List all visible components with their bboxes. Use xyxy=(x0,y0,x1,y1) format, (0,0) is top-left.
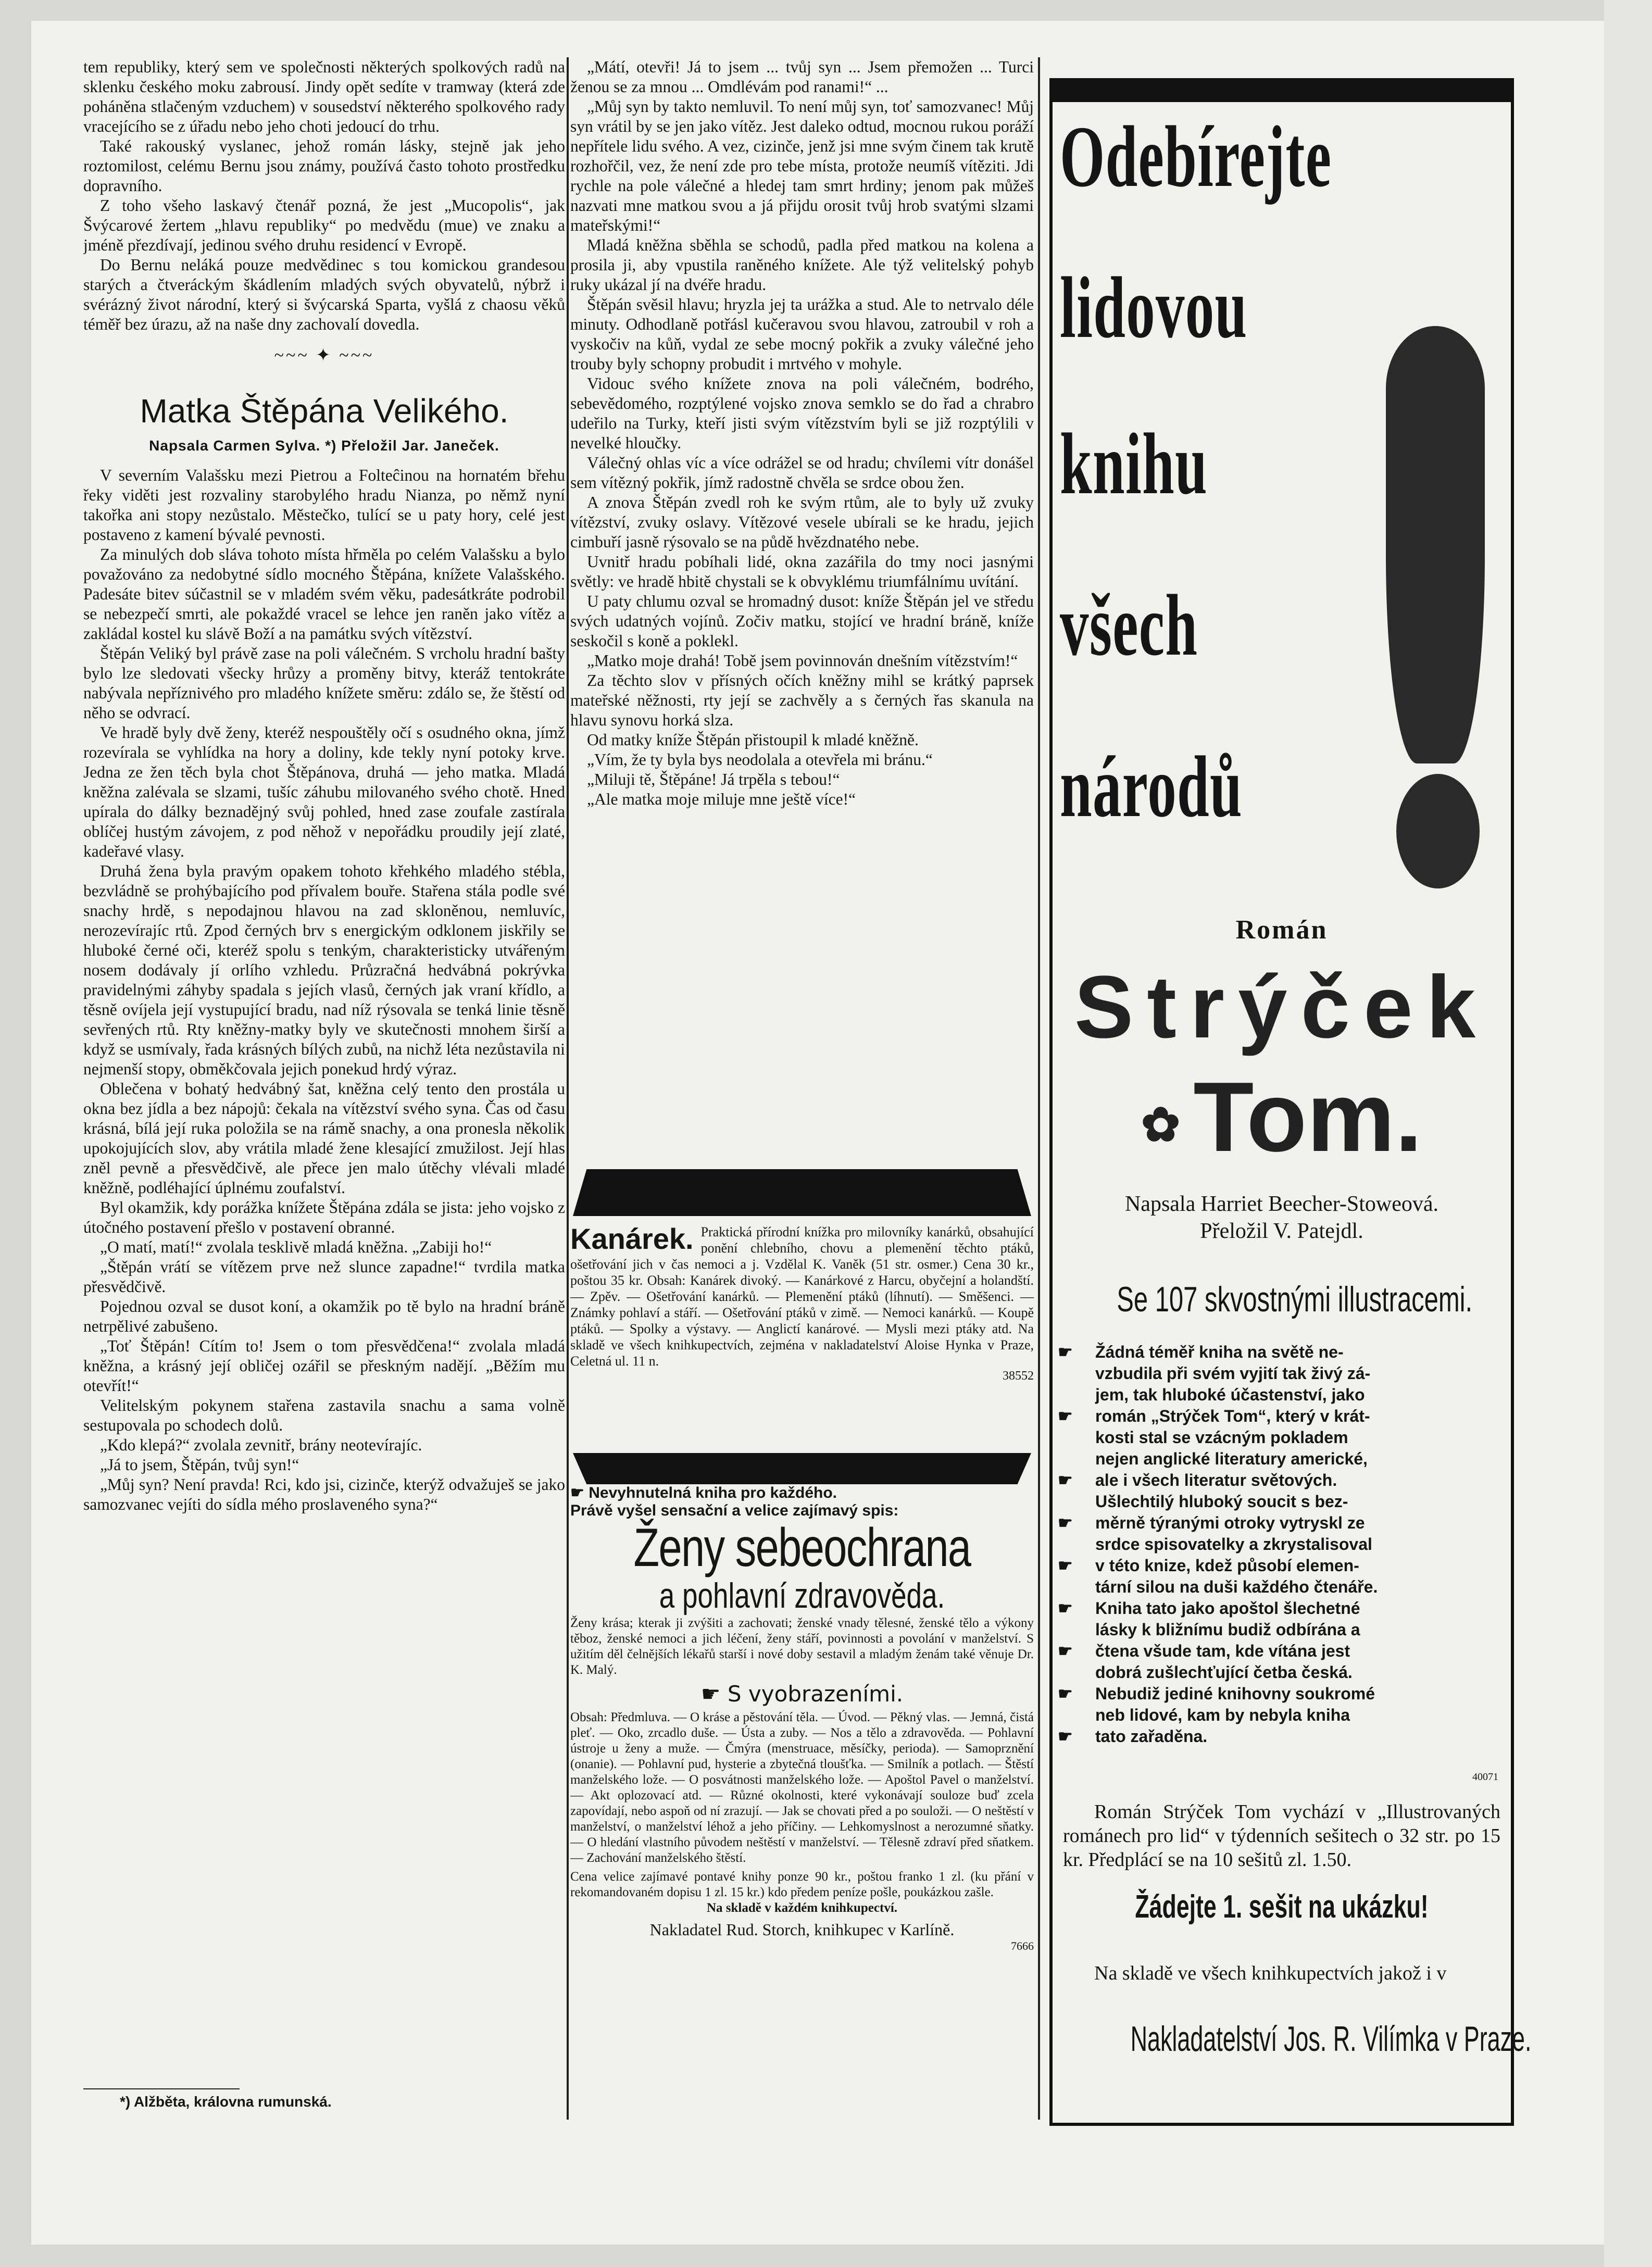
ad-praise-line xyxy=(1058,1576,1506,1598)
ad-praise-text-line: vzbudila při svém vyjití tak živý zá- xyxy=(1095,1364,1371,1383)
ad-black-band xyxy=(573,1169,1031,1216)
kanarek-order-number: 38552 xyxy=(1003,1369,1034,1383)
ad-praise-text-line: ale i všech literatur světových. xyxy=(1095,1471,1337,1489)
column-rule xyxy=(1038,57,1040,2120)
pointing-hand-icon xyxy=(1058,1619,1090,1640)
story-paragraph: „Matko moje drahá! Tobě jsem povinnován dnešním vítězstvím!“ xyxy=(587,652,1018,670)
zeny-order-number: 7666 xyxy=(1011,1939,1034,1952)
ad-praise-text-line: neb lidové, kam by nebyla kniha xyxy=(1095,1706,1350,1724)
story-paragraph: V severním Valašsku mezi Pietrou a Folteĉinou na hornatém břehu řeky viděti jest rozvaliny starobylého hradu Nianza, po němž nyní takořka ani stopy nezůstalo. Městečko, tulící se u paty hory, celé jest postaveno z kamení bývalé pevnosti. xyxy=(83,466,565,544)
pointing-hand-icon xyxy=(1058,1363,1090,1384)
story-paragraph: „Mátí, otevři! Já to jsem ... tvůj syn ... Jsem přemožen ... Turci ženou se za mnou ... Omdlévám pod ranami!“ ... xyxy=(570,58,1034,96)
ad-headline-line: národů xyxy=(1060,738,1243,835)
ad-stock: Na skladě ve všech knihkupectvích jakož i v xyxy=(1094,1962,1447,1984)
kanarek-text: Praktická přírodní knížka pro milovníky kanárků, obsahující ponění chlebního, chovu a plemenění těchto ptáků, ošetřování jich v čas nemoci a j. Vzdělal K. Vaněk (51 str. osmer.) Cena 30 kr., poštou 35 kr. Obsah: Kanárek divoký. — Kanárkové z Harcu, obyčejní a holandští. — Zpěv. — Ošetřování kanárků. — Plemenění ptáků (líhnutí). — Směšenci. — Známky pohlaví a stáří. — Ošetřování ptáků v zimě. — Nemoci kanárků. — Koupě ptáků. — Spolky a výstavy. — Anglictí kanárové. — Mysli mezi ptáky atd. Na skladě ve všech knihkupectvích, zejména v nakladatelství Aloise Hynka v Praze, Celetná ul. 11 n. xyxy=(570,1224,1034,1369)
ad-headline-line: všech xyxy=(1060,577,1198,674)
story-paragraph: A znova Štěpán zvedl roh ke svým rtům, ale to byly už zvuky vítězství, zvuky oslavy. Vítězové vesele ubírali se ke hradu, jejich cimbuří jasně rýsovalo se na půdě hvězdnatého nebe. xyxy=(570,493,1034,551)
ad-genre-label: Román xyxy=(1235,915,1328,945)
ad-subscription-info: Román Strýček Tom vychází v „Illustrovaných románech pro lid“ v týdenních sešitech o 32 str. po 15 kr. Předplácí se na 10 sešitů zl. 1.50. xyxy=(1063,1801,1500,1871)
zeny-subtitle: a pohlavní zdravověda. xyxy=(659,1576,945,1615)
ad-praise-line xyxy=(1058,1726,1506,1747)
story-paragraph: „Štěpán vrátí se vítězem prve než slunce zapadne!“ tvrdila matka přesvědčivě. xyxy=(83,1258,565,1296)
ad-praise-line xyxy=(1058,1448,1506,1470)
pointing-hand-icon xyxy=(1058,1384,1090,1406)
ad-praise-line xyxy=(1058,1640,1506,1662)
ad-praise-text-line: román „Strýček Tom“, který v krát- xyxy=(1095,1407,1370,1425)
flower-ornament-icon: ✿ xyxy=(1141,1099,1194,1151)
column-rule xyxy=(567,57,569,2120)
story-paragraph: „Miluji tě, Štěpáne! Já trpěla s tebou!“ xyxy=(587,770,840,788)
ad-praise-line xyxy=(1058,1427,1506,1448)
kanarek-title: Kanárek. xyxy=(570,1224,694,1255)
pointing-hand-icon: ☛ xyxy=(1058,1642,1073,1660)
ad-headline-line: Odebírejte xyxy=(1060,108,1332,205)
story-paragraph: Velitelským pokynem stařena zastavila snachu a sama volně sestupovala po schodech dolů. xyxy=(83,1396,565,1434)
ad-praise-text-line: tato zařaděna. xyxy=(1095,1727,1208,1746)
zeny-contents: Obsah: Předmluva. — O kráse a pěstování těla. — Úvod. — Pěkný vlas. — Jemná, čistá pleť. — Oko, zrcadlo duše. — Ústa a zuby. — Nos a tělo a zdravověda. — Pohlavní ústroje u ženy a muže. — Čmýra (menstruace, měsíčky, perioda). — Samoprznění (onanie). — Pohlavní pud, hysterie a zbytečná tloušťka. — Smilník a potlach. — Štěstí manželského lože. — O posvátnosti manželského lože. — Apoštol Pavel o manželství. — Akt oplozovací atd. — Různé okolnosti, které vykonávají souloze buď zcela zapovídají, nebo aspoň od ní zrazují. — Jak se chovati před a po souloži. — O neštěstí v manželství, o manželství léhož a jeho příčiny. — Lehkomyslnost a nerozumné sňatky. — O hledání vlastního původem neštěstí v manželství. — Tělesně zdraví před sňatkem. — Zachování manželského štěstí. xyxy=(570,1710,1034,1865)
story-paragraph: „Můj syn by takto nemluvil. To není můj syn, toť samozvanec! Můj syn vrátil by se jen jako vítěz. Jest daleko odtud, mocnou rukou poráží nepřítele lidu svého. A vez, cizinče, jenž jsi mne svým činem tak krutě rozhořčil, vez, že není zde pro tebe místa, protože neumíš vítěziti. Jdi rychle na pole válečné a hledej tam smrt hrdiny; jenom pak můžeš nazvati mne matkou svou a já přijdu orosit tvůj hrob svatými slzami mateřskými!“ xyxy=(570,97,1034,234)
ad-title-strycek: Strýček xyxy=(1074,958,1490,1057)
ad-illustrations: Se 107 skvostnými illustracemi. xyxy=(1117,1280,1473,1319)
ad-praise-line xyxy=(1058,1384,1506,1406)
story-paragraph: Vidouc svého knížete znova na poli válečném, bodrého, sebevědomého, rozptýlené vojsko znova semklo se do řad a chrabro udeřilo na Turky, kteří jisti svým vítězstvím byli se již rozptýlili v nevelké hloučky. xyxy=(570,374,1034,452)
zeny-illustrations: S vyobrazeními. xyxy=(727,1681,904,1707)
pointing-hand-icon xyxy=(1058,1427,1090,1448)
ad-publisher: Nakladatelství Jos. R. Vilímka v Praze. xyxy=(1130,2019,1532,2059)
zeny-publisher: Nakladatel Rud. Storch, knihkupec v Karlíně. xyxy=(649,1920,955,1939)
story-paragraph: Mladá kněžna sběhla se schodů, padla před matkou na kolena a prosila ji, aby vpustila raněného knížete. Ale týž velitelský pohyb ruky ukázal jí na dvéře hradu. xyxy=(570,236,1034,294)
intro-paragraph: Také rakouský vyslanec, jehož román lásky, stejně jak jeho roztomilost, celému Bernu jsou známy, používá často tohoto prostředku dopravního. xyxy=(83,137,565,195)
ad-praise-text-line: srdce spisovatelky a zkrystalisoval xyxy=(1095,1535,1372,1554)
story-title: Matka Štěpána Velikého. xyxy=(140,392,509,430)
ad-praise-text-line: tární silou na duši každého čtenáře. xyxy=(1095,1577,1378,1596)
ad-praise-text-line: Kniha tato jako apoštol šlechetné xyxy=(1095,1599,1360,1618)
story-paragraph: Ve hradě byly dvě ženy, kteréž nespouštěly očí s osudného okna, jímž rozevírala se vyhlídka na hory a doliny, kde tekly nyní potoky krve. Jedna ze žen těch byla chot Štěpánova, druhá — jeho matka. Mladá kněžna zalévala se slzami, tušíc záhubu milovaného svého chotě. Hned upírala do dálky beznadějný svůj pohled, hned zase zoufale zastírala oblíčej hustým závojem, z pod něhož v nepořádku proudily její zlaté, kadeřavé vlasy. xyxy=(83,723,565,860)
zeny-stock: Na skladě v každém knihkupectví. xyxy=(706,1901,898,1915)
ad-praise-line xyxy=(1058,1342,1506,1363)
ad-praise-line xyxy=(1058,1619,1506,1640)
story-paragraph: „Toť Štěpán! Cítím to! Jsem o tom přesvědčena!“ zvolala mladá kněžna, a krásný její obličej ozářil se přeskným nadějí. „Běžím mu otevřít!“ xyxy=(83,1337,565,1395)
footnote: *) Alžběta, královna rumunská. xyxy=(120,2094,332,2110)
ad-praise-line xyxy=(1058,1363,1506,1384)
pointing-hand-icon xyxy=(1058,1705,1090,1726)
ad-author: Napsala Harriet Beecher-Stoweová. xyxy=(1124,1192,1439,1216)
intro-paragraph: tem republiky, který sem ve společnosti některých spolkových radů na sklenku českého moku zabrousí. Jindy opět sedíte v tramway (která zde poháněna stlačeným vzduchem) v sousedství některého spolkového rady vracejícího se z úřadu nebo jeho choti jedoucí do trhu. xyxy=(83,58,565,135)
ad-praise-line xyxy=(1058,1683,1506,1705)
footnote-rule xyxy=(83,2088,240,2089)
ad-top-band xyxy=(1053,81,1511,102)
story-paragraph: Od matky kníže Štěpán přistoupil k mladé kněžně. xyxy=(587,731,919,749)
strycek-tom-ad xyxy=(1049,78,1532,2126)
story-paragraph: „Kdo klepá?“ zvolala zevnitř, brány neotevírajíc. xyxy=(100,1436,422,1454)
ad-praise-line xyxy=(1058,1705,1506,1726)
ad-praise-text-line: nejen anglické literatury americké, xyxy=(1095,1449,1368,1468)
story-paragraph: „O matí, matí!“ zvolala tesklivě mladá kněžna. „Zabiji ho!“ xyxy=(100,1238,492,1256)
ad-praise-line xyxy=(1058,1598,1506,1619)
story-paragraph: Druhá žena byla pravým opakem tohoto křehkého mladého stébla, bezvládně se prohýbajícího pod přívalem bouře. Stařena stála podle své snachy hrdě, s nepodajnou hlavou na zad skloněnou, nemluvíc, nerozevírajíc rtů. Zpod černých brv s energickým odklonem jiskřily se hluboké černé oči, kteréž spolu s tenkým, charakteristicky utvářeným nosem dodávaly jí orlího vzhledu. Průzračná hedvábná pokrývka pravidelnými záhyby spadala s jejích vlasů, černých jak vraní křídlo, a těsně ovíjela její vystupující bradu, nad níž rýsovala se tenká linie těsně sevřených rtů. Rty kněžny-matky byly ve skutečnosti mnohem širší a když se usmívaly, řada krásných bílých zubů, na nichž léta nezůstavila ni nejmenší stopy, obměkčovala jejich ponekud hrdý výraz. xyxy=(83,862,565,1078)
ad-praise-text-line: jem, tak hluboké účastenství, jako xyxy=(1095,1385,1365,1404)
pointing-hand-icon: ☛ xyxy=(1058,1727,1073,1746)
ad-praise-line xyxy=(1058,1662,1506,1683)
story-paragraph: Byl okamžik, kdy porážka knížete Štěpána zdála se jista: jeho vojsko z útočného postavení přešlo v postavení obranné. xyxy=(83,1198,565,1236)
ad-praise-line xyxy=(1058,1555,1506,1576)
story-paragraph: Oblečena v bohatý hedvábný šat, kněžna celý tento den prostála u okna bez jídla a bez nápojů: čekala na vítězství svého syna. Čas od času krásná, bílá její ruka položila se na rámě snachy, a ona pronesla několik upokojujících slov, aby vrátila mladé žene klesající zmužilost. Její hlas zněl pevně a přesvědčivě, ale přece jen malo útěchy vlévali mladé kněžně, podléhající úplnému zoufalství. xyxy=(83,1080,565,1197)
zeny-price: Cena velice zajímavé pontavé knihy ponze 90 kr., poštou franko 1 zl. (ku přání v rekomandovaném dopisu 1 zl. 15 kr.) kdo předem peníze pošle, poukázkou zašle. xyxy=(570,1870,1034,1899)
story-paragraph: „Já to jsem, Štěpán, tvůj syn!“ xyxy=(100,1456,299,1474)
ad-praise-text-line: čtena všude tam, kde vítána jest xyxy=(1095,1642,1350,1660)
story-byline: Napsala Carmen Sylva. *) Přeložil Jar. Janeček. xyxy=(149,437,499,454)
pointing-hand-icon xyxy=(1058,1448,1090,1470)
story-paragraph: Pojednou ozval se dusot koní, a okamžik po tě bylo na hradní bráně netrpělivé zabušeno. xyxy=(83,1297,565,1335)
story-paragraph: Štěpán svěsil hlavu; hryzla jej ta urážka a stud. Ale to netrvalo déle minuty. Odhodlaně potřásl kučeravou svou hlavou, zatroubil v roh a vyskočiv na kůň, vydal ze sebe mocný pokřik a zvuky válečné jeho trouby byly schopny probudit i mrtvého v mohyle. xyxy=(570,295,1034,373)
story-paragraph: Za minulých dob sláva tohoto místa hřměla po celém Valašsku a bylo považováno za nedobytné sídlo mocného Štěpána, knížete Valašského. Padesáte bitev súčastnil se v mladém svém věku, padesátkráte podrobil se nebezpečí smrti, ale pokaždé vracel se lehce jen raněn jako vítěz a zakládal kostel ku slávě Boží a na památku svých vítězství. xyxy=(83,545,565,643)
page-edge xyxy=(1604,0,1652,2267)
ad-praise-text-line: Nebudiž jediné knihovny soukromé xyxy=(1095,1684,1375,1703)
zeny-description: Ženy krása; kterak ji zvýšiti a zachovati; ženské vnady tělesné, ženské tělo a výkony těboz, ženské nemoci a jich léčení, ženy stáří, povinnosti a povolání v manželství. S užitím děl čelnějších lékařů starší i nové doby sestavil a mladým ženám také věnuje Dr. K. Malý. xyxy=(570,1616,1034,1677)
zeny-title: Ženy sebeochrana xyxy=(633,1518,971,1578)
ad-praise-text-line: v této knize, kdež působí elemen- xyxy=(1095,1556,1359,1575)
story-paragraph: „Ale matka moje miluje mne ještě více!“ xyxy=(587,790,856,808)
story-paragraph: Uvnitř hradu pobíhali lidé, okna zazářila do tmy noci jasnými světly: ve hradě hbitě chystali se k obvyklému triumfálnímu uvítání. xyxy=(570,553,1034,591)
pointing-hand-icon: ☛ xyxy=(1058,1556,1073,1575)
ad-order-number: 40071 xyxy=(1472,1771,1498,1783)
pointing-hand-icon: ☛ xyxy=(1058,1513,1073,1532)
pointing-hand-icon: ☛ xyxy=(570,1484,589,1501)
pointing-hand-icon xyxy=(1058,1491,1090,1512)
exclamation-mark-graphic xyxy=(1386,326,1485,763)
pointing-hand-icon xyxy=(1058,1662,1090,1683)
pointing-hand-icon: ☛ xyxy=(700,1681,728,1707)
column-middle xyxy=(570,57,1034,1130)
section-ornament: ~~~ ✦ ~~~ xyxy=(274,346,374,365)
story-paragraph: „Vím, že ty byla bys neodolala a otevřela mi bránu.“ xyxy=(587,750,933,769)
story-paragraph: Štěpán Veliký byl právě zase na poli válečném. S vrcholu hradní bašty bylo lze sledovati všecky hrůzy a proměny bitvy, kteráž tentokráte nabývala nepříznivého pro mladého knížete směru: zdálo se, že štěstí od něho se odvrací. xyxy=(83,644,565,722)
story-paragraph: Za těchto slov v přísných očích kněžny mihl se krátký paprsek mateřské něžnosti, rty její se zachvěly a s černých řas skanula na hlavu synovu horká slza. xyxy=(570,671,1034,729)
story-paragraph: „Můj syn? Není pravda! Rci, kdo jsi, cizinče, kterýž odvažuješ se jako samozvanec vejíti do sídla mého proslaveného syna?“ xyxy=(83,1475,565,1513)
story-paragraph: Válečný ohlas víc a více odrážel se od hradu; chvílemi vítr donášel sem vítězný pokřik, jímž radostně chvěla se srdce obou žen. xyxy=(570,454,1034,492)
ad-headline-line: lidovou xyxy=(1060,259,1248,356)
ad-praise-line xyxy=(1058,1534,1506,1555)
zeny-hand-line: Nevyhnutelná kniha pro každého. xyxy=(589,1484,837,1501)
exclamation-dot-graphic xyxy=(1396,774,1480,888)
intro-paragraph: Z toho všeho laskavý čtenář pozná, že jest „Mucopolis“, jak Švýcarové žertem „hlavu republiky“ po medvědu (mue) ve znaku a jméně přezdívají, jedinou svého druhu residencí v Evropě. xyxy=(83,196,565,254)
zeny-ad xyxy=(570,1484,1034,2125)
kanarek-ad xyxy=(570,1224,1034,1448)
ad-praise-line xyxy=(1058,1406,1506,1427)
ad-praise-text-line: kosti stal se vzácným pokladem xyxy=(1095,1428,1348,1447)
pointing-hand-icon xyxy=(1058,1534,1090,1555)
pointing-hand-icon: ☛ xyxy=(1058,1684,1073,1703)
pointing-hand-icon: ☛ xyxy=(1058,1599,1073,1618)
zeny-announcement: Právě vyšel sensační a velice zajímavý spis: xyxy=(570,1502,899,1519)
story-paragraph: U paty chlumu ozval se hromadný dusot: kníže Štěpán jel ve středu svých udatných vojínů. Zočiv matku, stojící ve hradní bráně, kníže seskočil s koně a poklekl. xyxy=(570,592,1034,650)
ad-black-band xyxy=(573,1453,1031,1484)
ad-praise-line xyxy=(1058,1512,1506,1534)
ad-sample-request: Žádejte 1. sešit na ukázku! xyxy=(1135,1889,1429,1925)
ad-headline-line: knihu xyxy=(1060,416,1208,512)
ad-praise-text-line: Žádná téměř kniha na světě ne- xyxy=(1095,1343,1344,1361)
ad-praise-text-line: lásky k bližnímu budiž odbírána a xyxy=(1095,1620,1360,1639)
pointing-hand-icon: ☛ xyxy=(1058,1407,1073,1425)
ad-praise-line xyxy=(1058,1470,1506,1491)
pointing-hand-icon xyxy=(1058,1576,1090,1598)
pointing-hand-icon: ☛ xyxy=(1058,1471,1073,1489)
column-left xyxy=(83,57,565,2114)
ad-praise-line xyxy=(1058,1491,1506,1512)
ad-praise-text-line: měrně týranými otroky vytryskl ze xyxy=(1095,1513,1365,1532)
ad-praise-text xyxy=(1058,1342,1506,1747)
ad-translator: Přeložil V. Patejdl. xyxy=(1200,1219,1363,1243)
ad-praise-text-line: dobrá zušlechťující četba česká. xyxy=(1095,1663,1353,1682)
intro-paragraph: Do Bernu neláká pouze medvědinec s tou komickou grandesou starých a čtveráckým škádlením mladých svých obyvatelů, nýbrž i svérázný život národní, který si švýcarská Sparta, vyšlá z chaosu věků téměř bez úrazu, až na naše dny zachovalí dovedla. xyxy=(83,256,565,333)
ad-praise-text-line: Ušlechtilý hluboký soucit s bez- xyxy=(1095,1492,1348,1511)
ad-title-tom: Tom. xyxy=(1193,1062,1423,1172)
pointing-hand-icon: ☛ xyxy=(1058,1343,1073,1361)
